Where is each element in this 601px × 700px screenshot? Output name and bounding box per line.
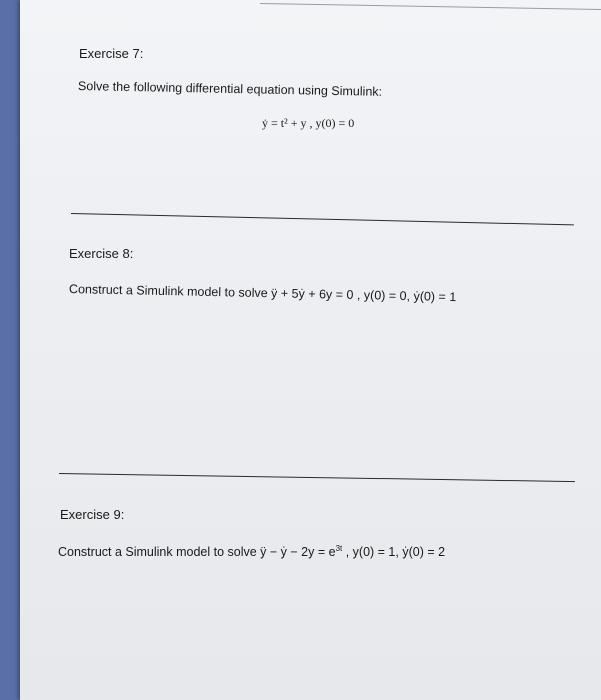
- exercise-7-title: Exercise 7:: [79, 46, 144, 61]
- exercise-9-title: Exercise 9:: [60, 507, 125, 522]
- exercise-8-title: Exercise 8:: [69, 246, 134, 261]
- exercise-7-instruction: Solve the following differential equation using Simulink:: [77, 79, 383, 99]
- page-top-edge-line: [260, 3, 601, 10]
- exercise-9-exponent: 3t: [335, 544, 343, 553]
- exercise-7-equation: ẏ = t² + y , y(0) = 0: [262, 116, 355, 130]
- worksheet-page: [20, 0, 601, 700]
- exercise-8-instruction: Construct a Simulink model to solve ÿ + 5ẏ + 6y = 0 , y(0) = 0, ẏ(0) = 1: [68, 282, 457, 305]
- exercise-9-instruction-suffix: , y(0) = 1, ẏ(0) = 2: [342, 545, 446, 560]
- exercise-9-instruction: [58, 544, 445, 559]
- separator-1: [71, 213, 574, 226]
- separator-2: [59, 473, 575, 482]
- exercise-9-instruction-prefix: Construct a Simulink model to solve ÿ − ẏ − 2y = e: [58, 545, 336, 560]
